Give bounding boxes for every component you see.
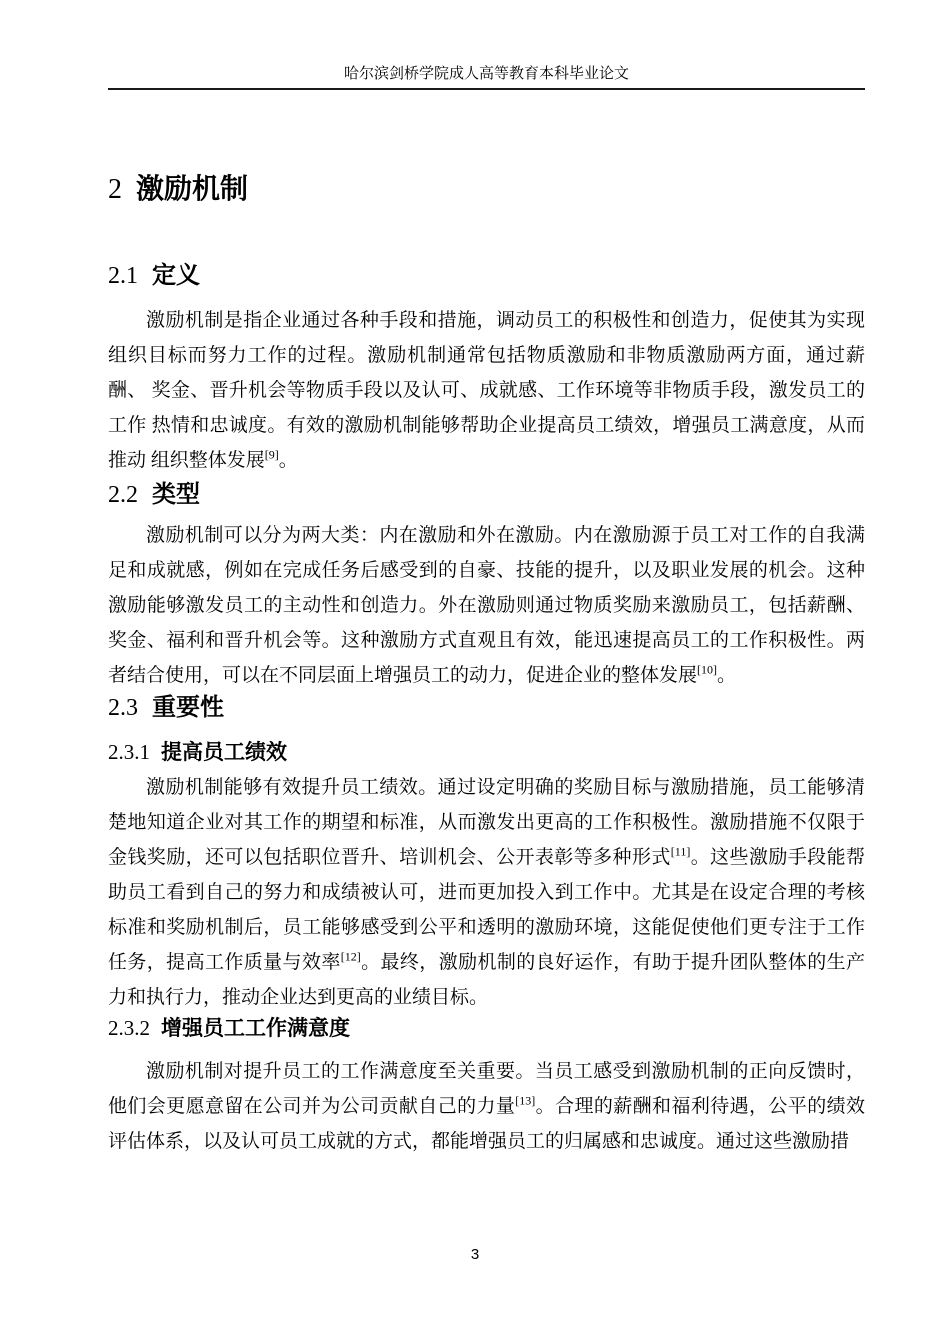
subsection-heading-text: 增强员工工作满意度 <box>161 1017 350 1040</box>
section-definition <box>108 261 865 478</box>
page-header <box>108 0 865 90</box>
paragraph: 激励机制可以分为两大类：内在激励和外在激励。内在激励源于员工对工作的自我满足和成就感，例如在完成任务后感受到的自豪、技能的提升，以及职业发展的机会。这种激励能够激发员工的主动性和创造力。外在激励则通过物质奖励来激励员工，包括薪酬、奖金、福利和晋升机会等。这种激励方式直观且有效，能迅速提高员工的工作积极性。两者结合使用，可以在不同层面上增强员工的动力，促进企业的整体发展[10]。 <box>108 525 865 686</box>
subsection-number: 2.3.2 <box>108 1016 150 1040</box>
running-header-text: 哈尔滨剑桥学院成人高等教育本科毕业论文 <box>343 66 629 82</box>
chapter-title-text: 激励机制 <box>136 173 249 204</box>
chapter-title <box>108 172 865 207</box>
section-number: 2.2 <box>108 482 138 508</box>
section-importance <box>108 693 865 723</box>
subsection-heading-text: 提高员工绩效 <box>161 741 287 764</box>
document-body <box>108 172 870 1159</box>
chapter-number: 2 <box>108 174 122 205</box>
subsection-number: 2.3.1 <box>108 740 150 764</box>
section-heading <box>108 261 865 291</box>
section-heading-text: 类型 <box>152 481 200 508</box>
page-footer <box>0 1245 950 1265</box>
section-heading-text: 定义 <box>152 262 200 289</box>
section-heading <box>108 693 865 723</box>
subsection-heading <box>108 739 865 766</box>
section-types <box>108 480 865 693</box>
subsection-improve-performance <box>108 739 870 1015</box>
paragraph: 激励机制能够有效提升员工绩效。通过设定明确的奖励目标与激励措施，员工能够清楚地知道企业对其工作的期望和标准，从而激发出更高的工作积极性。激励措施不仅限于金钱奖励，还可以包括职位晋升、培训机会、公开表彰等多种形式[11]。这些激励手段能帮 助员工看到自己的努力和成绩被认可，进而更加投入到工作中。尤其是在设定合理的考核 标准和奖励机制后，员工能够感受到公平和透明的激励环境，这能促使他们更专注于工作 任务，提高工作质量与效率[12]。最终，激励机制的良好运作，有助于提升团队整体的生产 力和执行力，推动企业达到更高的业绩目标。 <box>108 777 870 1008</box>
page-number: 3 <box>470 1246 480 1263</box>
subsection-job-satisfaction <box>108 1015 870 1159</box>
section-number: 2.3 <box>108 695 138 721</box>
paragraph: 激励机制是指企业通过各种手段和措施，调动员工的积极性和创造力，促使其为实现组织目标而努力工作的过程。激励机制通常包括物质激励和非物质激励两方面，通过薪酬、 奖金、晋升机会等物质手段以及认可、成就感、工作环境等非物质手段，激发员工的工作 热情和忠诚度。有效的激励机制能够帮助企业提高员工绩效，增强员工满意度，从而推动 组织整体发展[9]。 <box>108 310 865 471</box>
section-heading-text: 重要性 <box>152 694 224 721</box>
paragraph: 激励机制对提升员工的工作满意度至关重要。当员工感受到激励机制的正向反馈时，他们会更愿意留在公司并为公司贡献自己的力量[13]。合理的薪酬和福利待遇，公平的绩效 评估体系，以及认可员工成就的方式，都能增强员工的归属感和忠诚度。通过这些激励措 <box>108 1061 870 1152</box>
section-heading <box>108 480 865 510</box>
subsection-heading <box>108 1015 865 1042</box>
section-number: 2.1 <box>108 263 138 289</box>
